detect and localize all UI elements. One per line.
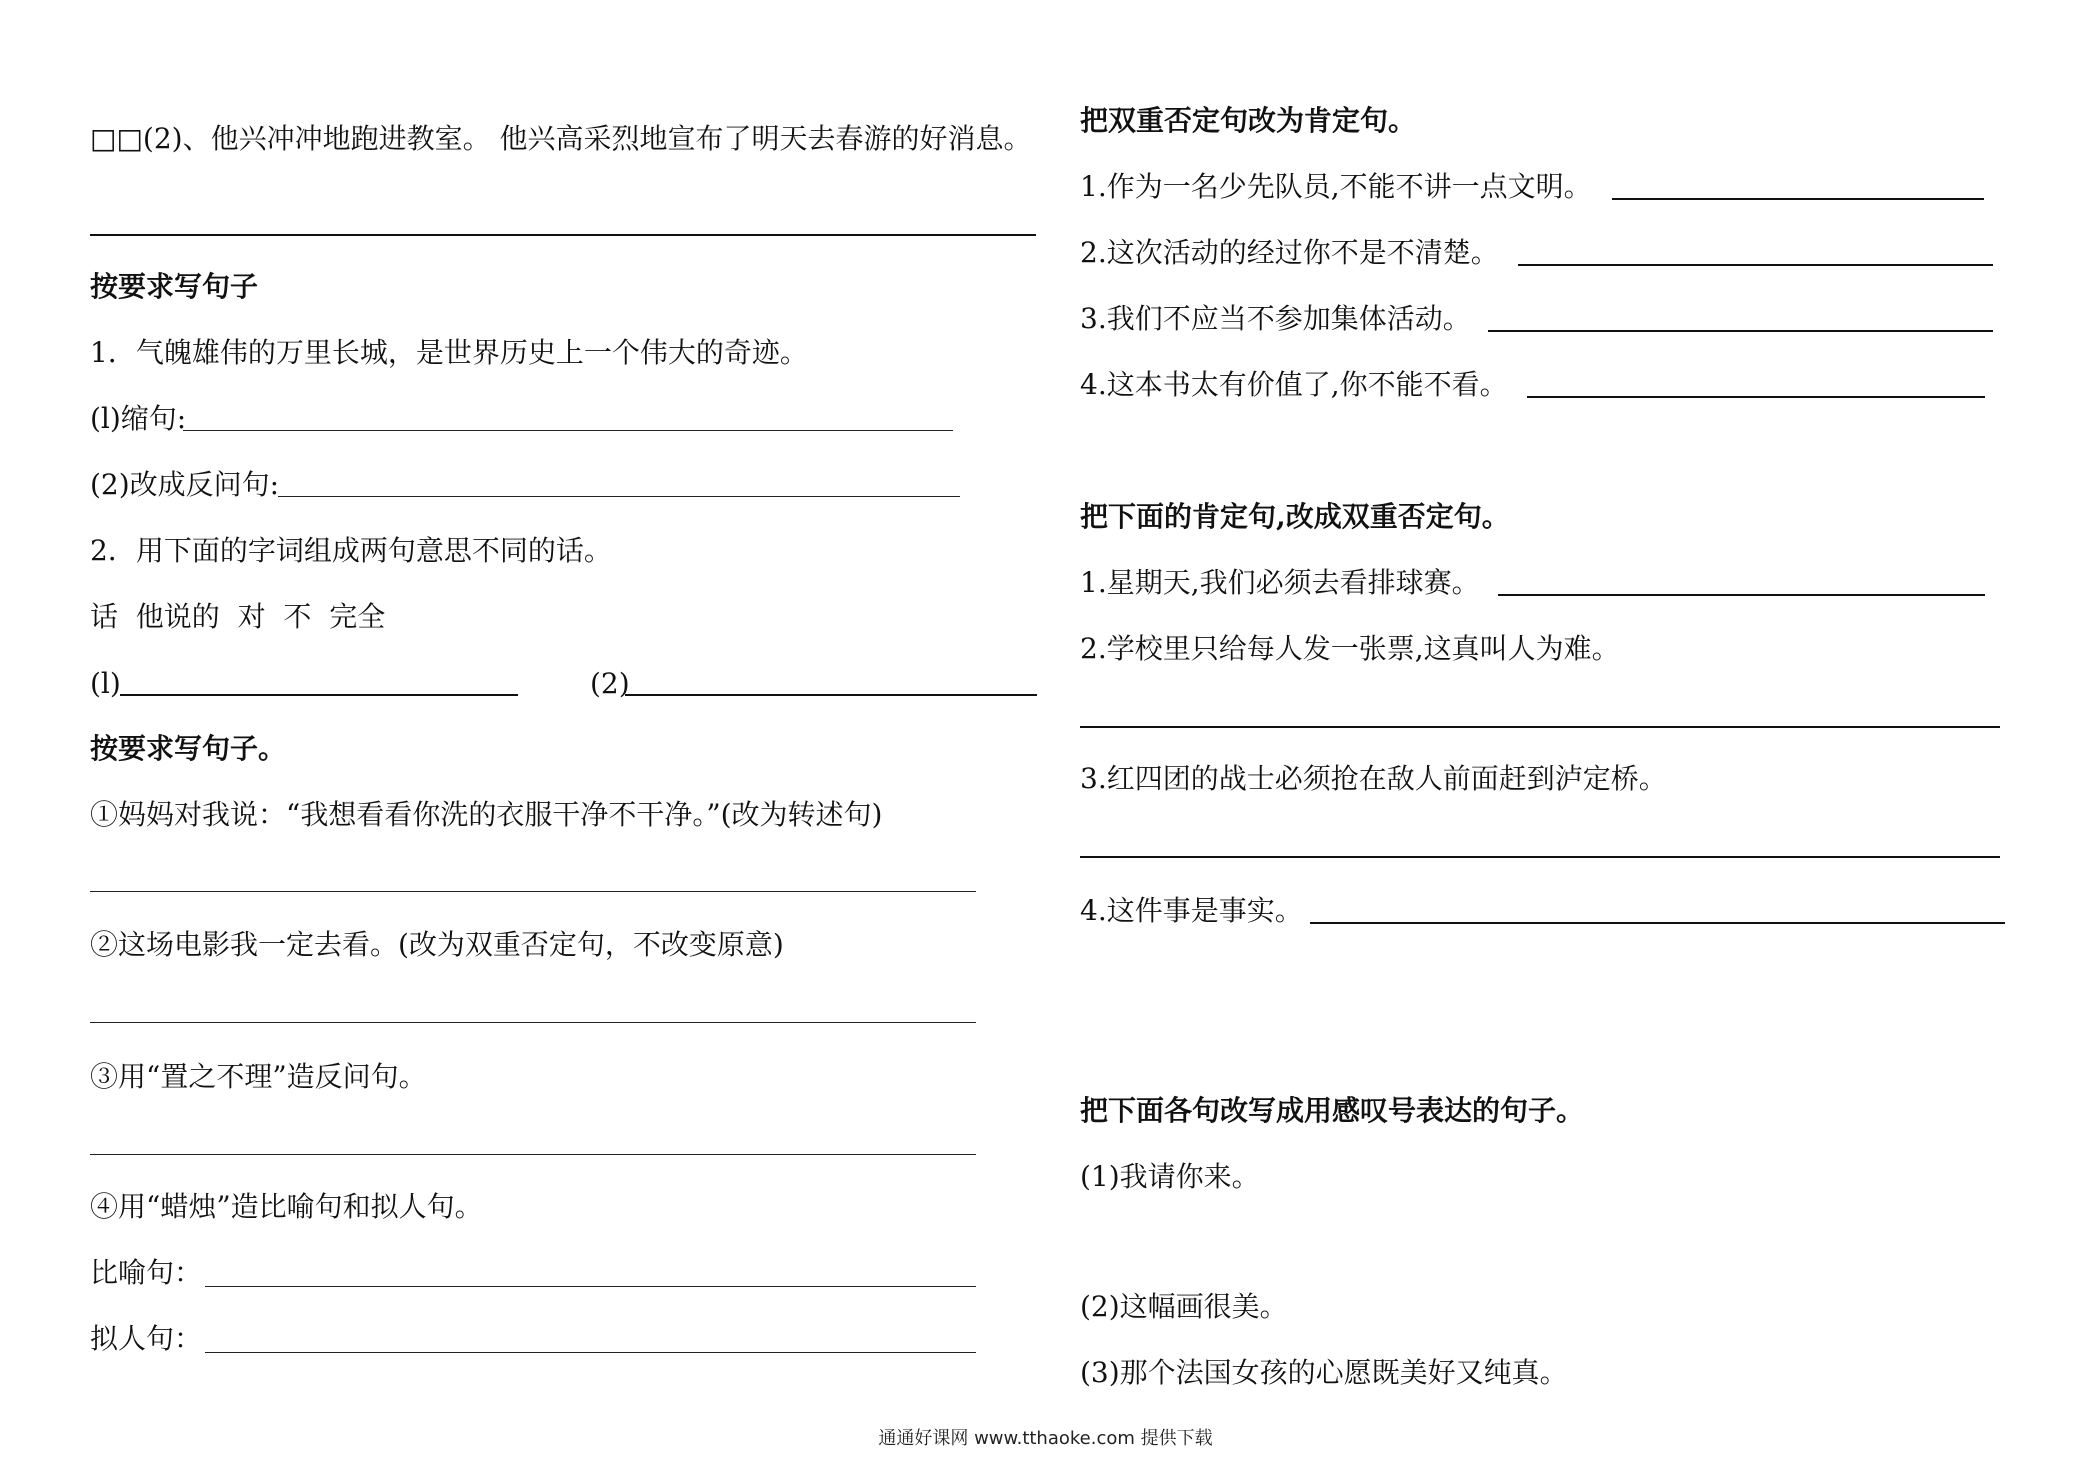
question-text: 4.这件事是事实。 <box>1080 894 1303 927</box>
question-text: 2．用下面的字词组成两句意思不同的话。 <box>90 534 612 567</box>
answer-line[interactable] <box>183 430 953 431</box>
answer-line[interactable] <box>90 234 1036 236</box>
answer-line[interactable] <box>1310 922 2005 924</box>
answer-line[interactable] <box>205 1286 976 1287</box>
answer-line[interactable] <box>120 694 518 696</box>
question-text: 4.这本书太有价值了,你不能不看。 <box>1080 368 1508 401</box>
intro-line: □□(2)、他兴冲冲地跑进教室。 他兴高采烈地宣布了明天去春游的好消息。 <box>90 122 1032 155</box>
question-text: (1)我请你来。 <box>1080 1160 1260 1193</box>
word-list: 话 他说的 对 不 完全 <box>90 600 386 633</box>
answer-line[interactable] <box>1498 594 1985 596</box>
answer-line[interactable] <box>278 496 960 497</box>
question-text: 2.学校里只给每人发一张票,这真叫人为难。 <box>1080 632 1620 665</box>
question-label: (l)缩句: <box>90 402 187 435</box>
answer-line[interactable] <box>90 1022 976 1023</box>
question-text: (2)这幅画很美。 <box>1080 1290 1288 1323</box>
question-label: 比喻句： <box>90 1256 203 1289</box>
answer-line[interactable] <box>90 891 976 892</box>
answer-line[interactable] <box>1612 198 1984 200</box>
question-text: ①妈妈对我说：“我想看看你洗的衣服干净不干净。”(改为转述句) <box>90 798 883 831</box>
question-label: 拟人句： <box>90 1322 203 1355</box>
section-heading: 把双重否定句改为肯定句。 <box>1080 104 1417 137</box>
answer-line[interactable] <box>1488 330 1993 332</box>
answer-line[interactable] <box>1080 726 2000 728</box>
question-label: (l) <box>90 667 121 700</box>
answer-line[interactable] <box>625 694 1037 696</box>
answer-line[interactable] <box>1080 856 2000 858</box>
question-label: (2)改成反问句: <box>90 468 280 501</box>
answer-line[interactable] <box>205 1352 976 1353</box>
question-text: 3.我们不应当不参加集体活动。 <box>1080 302 1471 335</box>
answer-line[interactable] <box>1527 396 1985 398</box>
answer-line[interactable] <box>1518 264 1993 266</box>
section-heading: 按要求写句子。 <box>90 732 287 765</box>
question-text: ③用“置之不理”造反问句。 <box>90 1060 427 1093</box>
question-text: (3)那个法国女孩的心愿既美好又纯真。 <box>1080 1356 1568 1389</box>
question-text: 1.作为一名少先队员,不能不讲一点文明。 <box>1080 170 1592 203</box>
question-text: 2.这次活动的经过你不是不清楚。 <box>1080 236 1499 269</box>
question-text: ④用“蜡烛”造比喻句和拟人句。 <box>90 1190 483 1223</box>
answer-line[interactable] <box>90 1154 976 1155</box>
question-text: ②这场电影我一定去看。(改为双重否定句，不改变原意) <box>90 928 784 961</box>
question-text: 1．气魄雄伟的万里长城，是世界历史上一个伟大的奇迹。 <box>90 336 808 369</box>
question-label: (2) <box>590 667 630 700</box>
footer-credit: 通通好课网 www.tthaoke.com 提供下载 <box>878 1428 1213 1449</box>
question-text: 1.星期天,我们必须去看排球赛。 <box>1080 566 1480 599</box>
section-heading: 把下面的肯定句,改成双重否定句。 <box>1080 500 1510 533</box>
section-heading: 把下面各句改写成用感叹号表达的句子。 <box>1080 1094 1585 1127</box>
section-heading: 按要求写句子 <box>90 270 259 303</box>
question-text: 3.红四团的战士必须抢在敌人前面赶到泸定桥。 <box>1080 762 1667 795</box>
